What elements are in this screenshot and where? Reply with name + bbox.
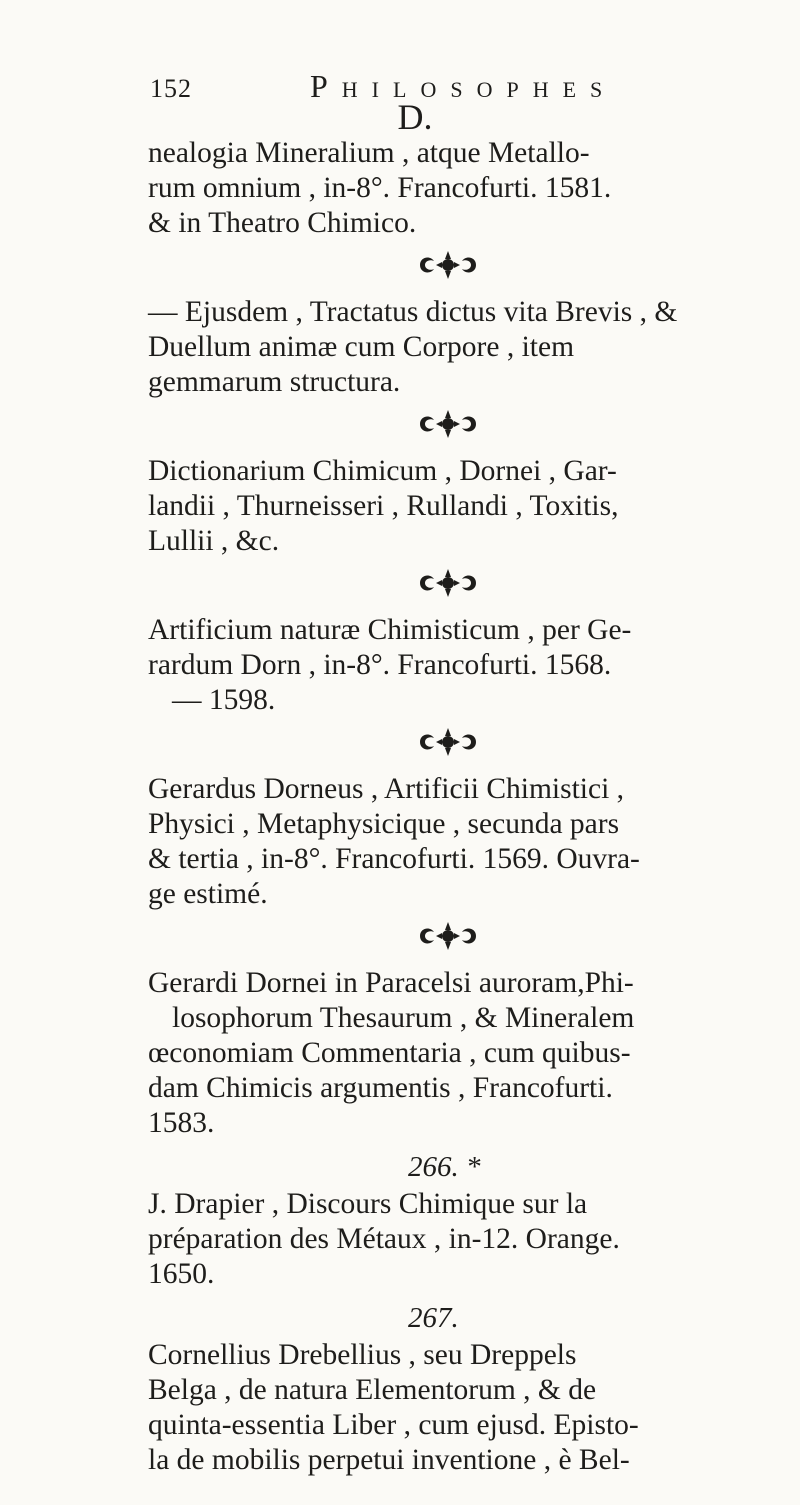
text-line: & in Theatro Chimico. <box>148 207 417 239</box>
page-number: 152 <box>150 74 192 103</box>
running-title: Philosophes <box>310 68 617 104</box>
text-line: Physici , Metaphysicique , secunda pars <box>148 808 620 840</box>
fleuron-ornament-icon <box>148 567 788 607</box>
entry-dictionarium <box>148 454 788 559</box>
text-line: dam Chimicis argumentis , Francofurti. <box>148 1072 613 1104</box>
fleuron-ornament-icon <box>148 726 788 766</box>
fleuron-ornament-icon <box>148 249 788 289</box>
text-line: ge estimé. <box>148 878 268 910</box>
text-line: gemmarum structura. <box>148 366 401 398</box>
text-line: Gerardi Dornei in Paracelsi auroram,Phi- <box>148 967 634 999</box>
text-line: œconomiam Commentaria , cum quibus- <box>148 1037 631 1069</box>
text-line: 1650. <box>148 1258 215 1290</box>
text-line: landii , Thurneisseri , Rullandi , Toxitis, <box>148 490 619 522</box>
text-line: Artificium naturæ Chimisticum , per Ge- <box>148 614 632 646</box>
entry-gerardi-dornei <box>148 966 788 1141</box>
fleuron-ornament-icon <box>148 920 788 960</box>
text-line: rardum Dorn , in-8°. Francofurti. 1568. <box>148 649 612 681</box>
entry-genealogia <box>148 136 788 241</box>
text-body <box>148 136 788 1478</box>
text-line: Cornellius Drebellius , seu Dreppels <box>148 1339 577 1371</box>
text-line: rum omnium , in-8°. Francofurti. 1581. <box>148 172 612 204</box>
text-line: nealogia Mineralium , atque Metallo- <box>148 137 590 169</box>
text-line: Dictionarium Chimicum , Dornei , Gar- <box>148 455 617 487</box>
text-line: Gerardus Dorneus , Artificii Chimistici , <box>148 773 625 805</box>
text-line: préparation des Métaux , in-12. Orange. <box>148 1223 620 1255</box>
entry-number: 266. * <box>408 1151 481 1183</box>
section-letter: D. <box>397 97 433 137</box>
entry-ejusdem <box>148 295 788 400</box>
text-line: — Ejusdem , Tractatus dictus vita Brevis , & <box>148 296 678 328</box>
text-line: Lullii , &c. <box>148 525 280 557</box>
text-line: Duellum animæ cum Corpore , item <box>148 331 575 363</box>
entry-drebellius <box>148 1338 788 1478</box>
text-line: — 1598. <box>172 684 276 716</box>
text-line: 1583. <box>148 1107 215 1139</box>
entry-drapier <box>148 1187 788 1292</box>
text-line: J. Drapier , Discours Chimique sur la <box>148 1188 588 1220</box>
fleuron-ornament-icon <box>148 408 788 448</box>
text-line: & tertia , in-8°. Francofurti. 1569. Ouvra- <box>148 843 640 875</box>
text-line: losophorum Thesaurum , & Mineralem <box>172 1002 635 1034</box>
entry-artificium <box>148 613 788 718</box>
text-line: la de mobilis perpetui inventione , è Bel- <box>148 1444 630 1476</box>
text-line: quinta-essentia Liber , cum ejusd. Episto- <box>148 1409 639 1441</box>
entry-number: 267. <box>408 1302 459 1334</box>
entry-gerardus-dorneus <box>148 772 788 912</box>
text-line: Belga , de natura Elementorum , & de <box>148 1374 597 1406</box>
